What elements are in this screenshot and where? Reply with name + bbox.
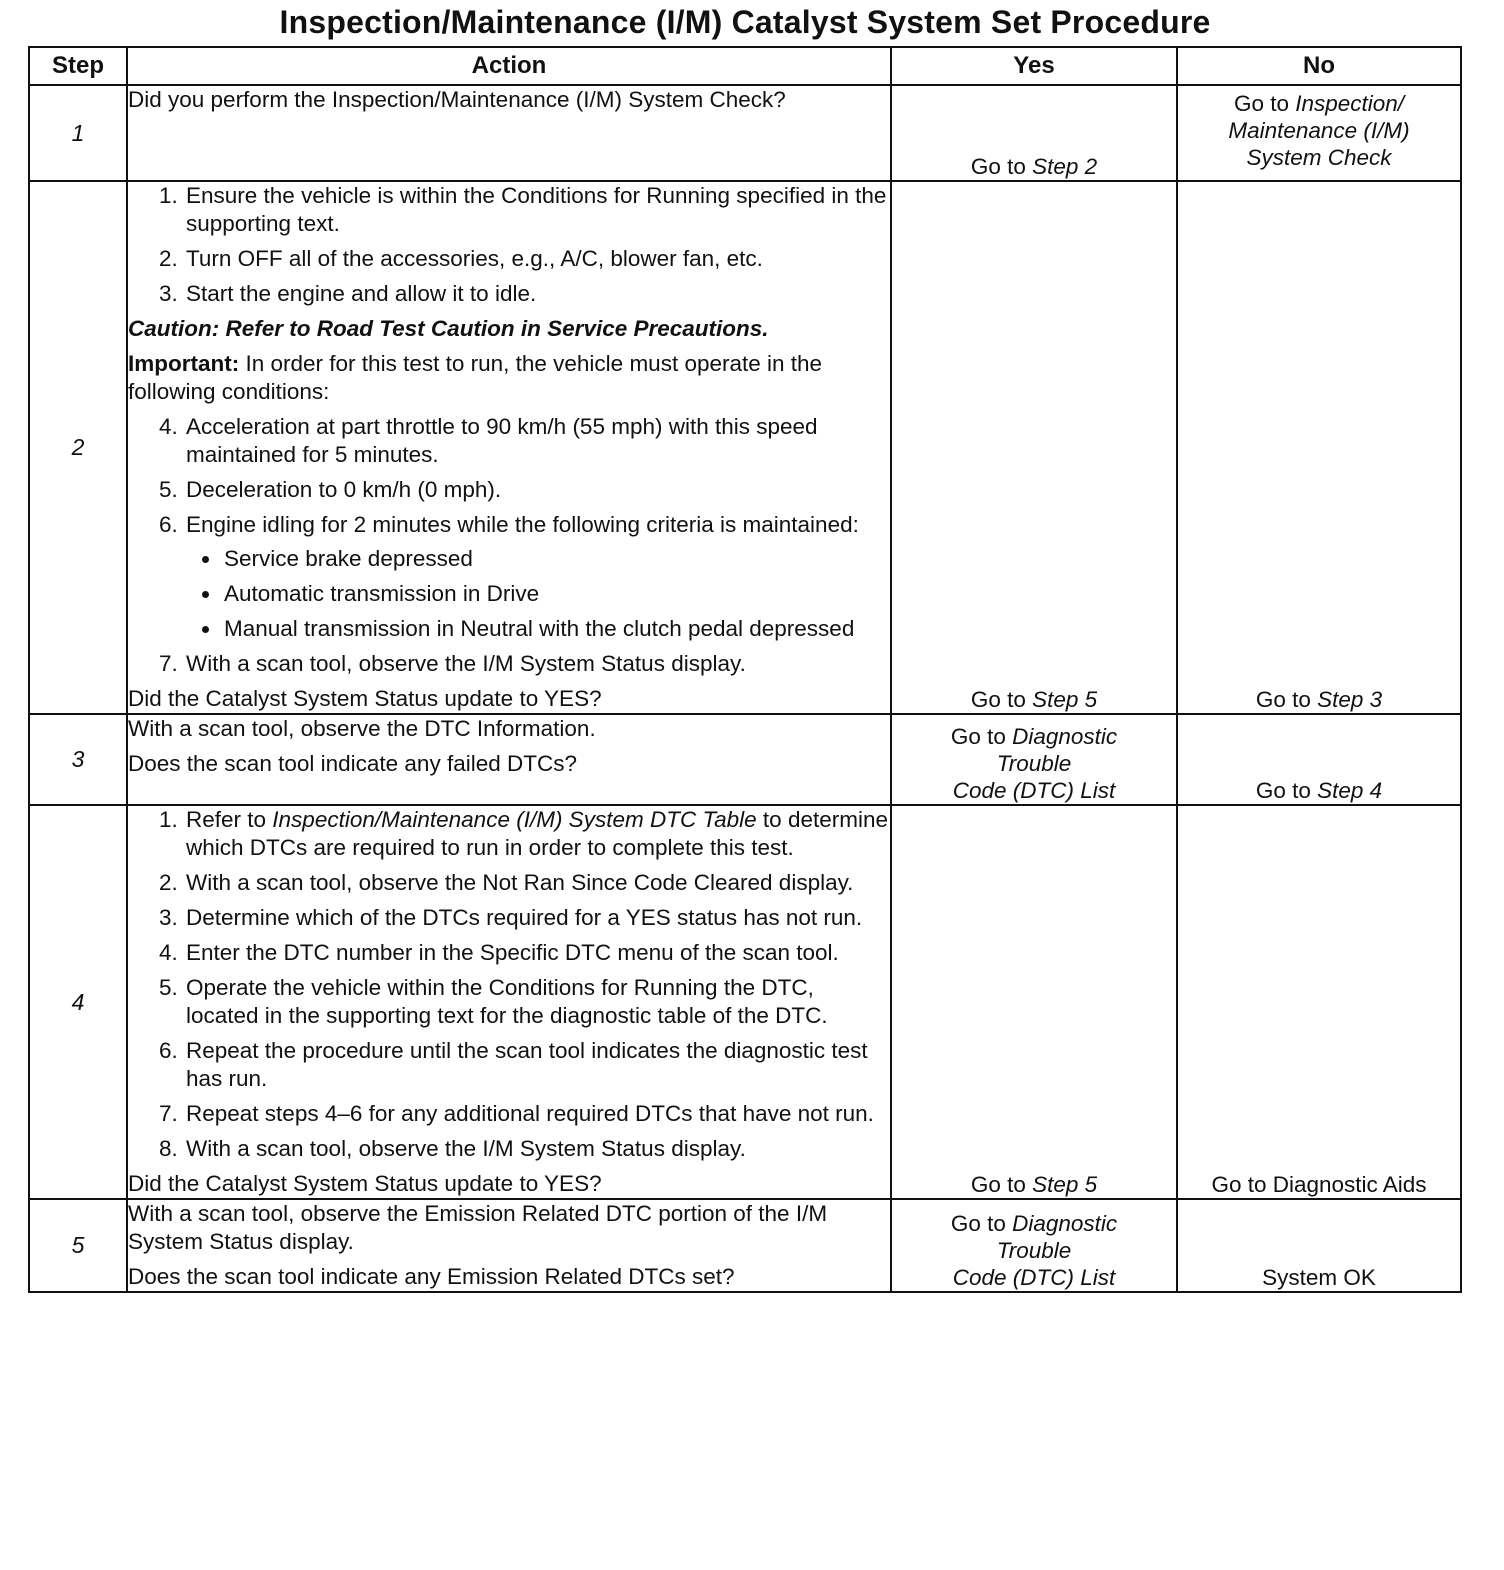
procedure-table <box>28 46 1462 1293</box>
list-item: 2. With a scan tool, observe the Not Ran Since Code Cleared display. <box>184 869 890 897</box>
yes-cell <box>891 805 1177 1199</box>
no-link-step-4[interactable]: Step 4 <box>1317 778 1383 803</box>
action-cell <box>127 181 891 714</box>
header-row <box>29 47 1461 85</box>
list-item: 6. Repeat the procedure until the scan tool indicates the diagnostic test has run. <box>184 1037 890 1093</box>
header-step: Step <box>29 47 127 85</box>
yes-link-step-5[interactable]: Step 5 <box>1032 687 1098 712</box>
table-row-step-3 <box>29 714 1461 805</box>
no-prefix: Go to <box>1233 91 1296 116</box>
table-row-step-5 <box>29 1199 1461 1292</box>
list-item <box>184 806 890 862</box>
no-prefix: Go to <box>1255 778 1318 803</box>
yes-link-step-5[interactable]: Step 5 <box>1032 1172 1098 1197</box>
question: Does the scan tool indicate any Emission Related DTCs set? <box>128 1264 735 1289</box>
list-item: 5. Deceleration to 0 km/h (0 mph). <box>184 476 890 504</box>
important-text: In order for this test to run, the vehicle must operate in the following conditions: <box>128 351 823 404</box>
action-cell <box>127 1199 891 1292</box>
no-link-diagnostic-aids[interactable]: Go to Diagnostic Aids <box>1211 1172 1427 1197</box>
action-cell <box>127 85 891 181</box>
action-cell <box>127 714 891 805</box>
no-cell <box>1177 714 1461 805</box>
yes-prefix: Go to <box>950 1211 1013 1236</box>
no-prefix: Go to <box>1255 687 1318 712</box>
step-number: 3 <box>29 714 127 805</box>
yes-link-dtc-list-line2[interactable]: Trouble <box>996 1238 1072 1263</box>
question: Does the scan tool indicate any failed DTCs? <box>128 751 577 776</box>
list-item: 7. Repeat steps 4–6 for any additional required DTCs that have not run. <box>184 1100 890 1128</box>
action-list <box>128 182 890 308</box>
header-no: No <box>1177 47 1461 85</box>
no-cell <box>1177 181 1461 714</box>
table-row-step-1 <box>29 85 1461 181</box>
no-cell <box>1177 85 1461 181</box>
yes-cell <box>891 181 1177 714</box>
yes-link-dtc-list-line2[interactable]: Trouble <box>996 751 1072 776</box>
no-cell <box>1177 805 1461 1199</box>
question: Did the Catalyst System Status update to YES? <box>128 686 602 711</box>
bullet-item: • Automatic transmission in Drive <box>222 580 890 608</box>
list-item: 3. Determine which of the DTCs required for a YES status has not run. <box>184 904 890 932</box>
list-item: 4. Enter the DTC number in the Specific DTC menu of the scan tool. <box>184 939 890 967</box>
list-item: 2. Turn OFF all of the accessories, e.g., A/C, blower fan, etc. <box>184 245 890 273</box>
no-link-im-system-check-line3[interactable]: System Check <box>1246 145 1392 170</box>
yes-link-dtc-list-line3[interactable]: Code (DTC) List <box>952 1265 1116 1290</box>
list-item: 1. Ensure the vehicle is within the Conditions for Running specified in the supporting text. <box>184 182 890 238</box>
header-yes: Yes <box>891 47 1177 85</box>
question: Did you perform the Inspection/Maintenance (I/M) System Check? <box>128 87 786 112</box>
bullet-item: • Service brake depressed <box>222 545 890 573</box>
step-number: 2 <box>29 181 127 714</box>
no-link-im-system-check[interactable]: Inspection/ <box>1295 91 1405 116</box>
action-text: With a scan tool, observe the DTC Information. <box>128 716 596 741</box>
list-item <box>184 511 890 643</box>
list-item: 5. Operate the vehicle within the Conditions for Running the DTC, located in the supporting text for the diagnostic table of the DTC. <box>184 974 890 1030</box>
no-link-step-3[interactable]: Step 3 <box>1317 687 1383 712</box>
action-text: With a scan tool, observe the Emission Related DTC portion of the I/M System Status display. <box>128 1201 828 1254</box>
action-list <box>128 413 890 678</box>
yes-link-dtc-list-line3[interactable]: Code (DTC) List <box>952 778 1116 803</box>
list-item-text: Refer to <box>186 807 273 832</box>
step-number: 4 <box>29 805 127 1199</box>
im-system-dtc-table-link[interactable]: Inspection/Maintenance (I/M) System DTC Table <box>272 807 757 832</box>
table-row-step-2 <box>29 181 1461 714</box>
yes-prefix: Go to <box>970 687 1033 712</box>
yes-link-dtc-list[interactable]: Diagnostic <box>1012 724 1118 749</box>
bullet-item: • Manual transmission in Neutral with the clutch pedal depressed <box>222 615 890 643</box>
yes-prefix: Go to <box>970 154 1033 179</box>
caution-note: Caution: Refer to Road Test Caution in Service Precautions. <box>128 316 769 341</box>
question: Did the Catalyst System Status update to YES? <box>128 1171 602 1196</box>
yes-prefix: Go to <box>950 724 1013 749</box>
page-title: Inspection/Maintenance (I/M) Catalyst System Set Procedure <box>279 4 1211 40</box>
action-cell <box>127 805 891 1199</box>
step-number: 5 <box>29 1199 127 1292</box>
list-item: 7. With a scan tool, observe the I/M System Status display. <box>184 650 890 678</box>
no-link-im-system-check-line2[interactable]: Maintenance (I/M) <box>1228 118 1410 143</box>
step-number: 1 <box>29 85 127 181</box>
header-action: Action <box>127 47 891 85</box>
yes-cell <box>891 85 1177 181</box>
action-list <box>128 806 890 1163</box>
list-item: 3. Start the engine and allow it to idle. <box>184 280 890 308</box>
list-item-text: to determine which DTCs are required to run in order to complete this test. <box>186 807 888 860</box>
list-item: 4. Acceleration at part throttle to 90 km/h (55 mph) with this speed maintained for 5 minutes. <box>184 413 890 469</box>
yes-prefix: Go to <box>970 1172 1033 1197</box>
yes-cell <box>891 714 1177 805</box>
yes-link-dtc-list[interactable]: Diagnostic <box>1012 1211 1118 1236</box>
yes-cell <box>891 1199 1177 1292</box>
no-cell <box>1177 1199 1461 1292</box>
list-item: 8. With a scan tool, observe the I/M System Status display. <box>184 1135 890 1163</box>
criteria-list <box>186 545 890 643</box>
yes-link-step-2[interactable]: Step 2 <box>1032 154 1098 179</box>
important-label: Important: <box>128 351 240 376</box>
table-row-step-4 <box>29 805 1461 1199</box>
list-item-text: Engine idling for 2 minutes while the following criteria is maintained: <box>186 512 859 537</box>
no-result-system-ok: System OK <box>1262 1265 1376 1290</box>
important-note <box>128 350 890 406</box>
